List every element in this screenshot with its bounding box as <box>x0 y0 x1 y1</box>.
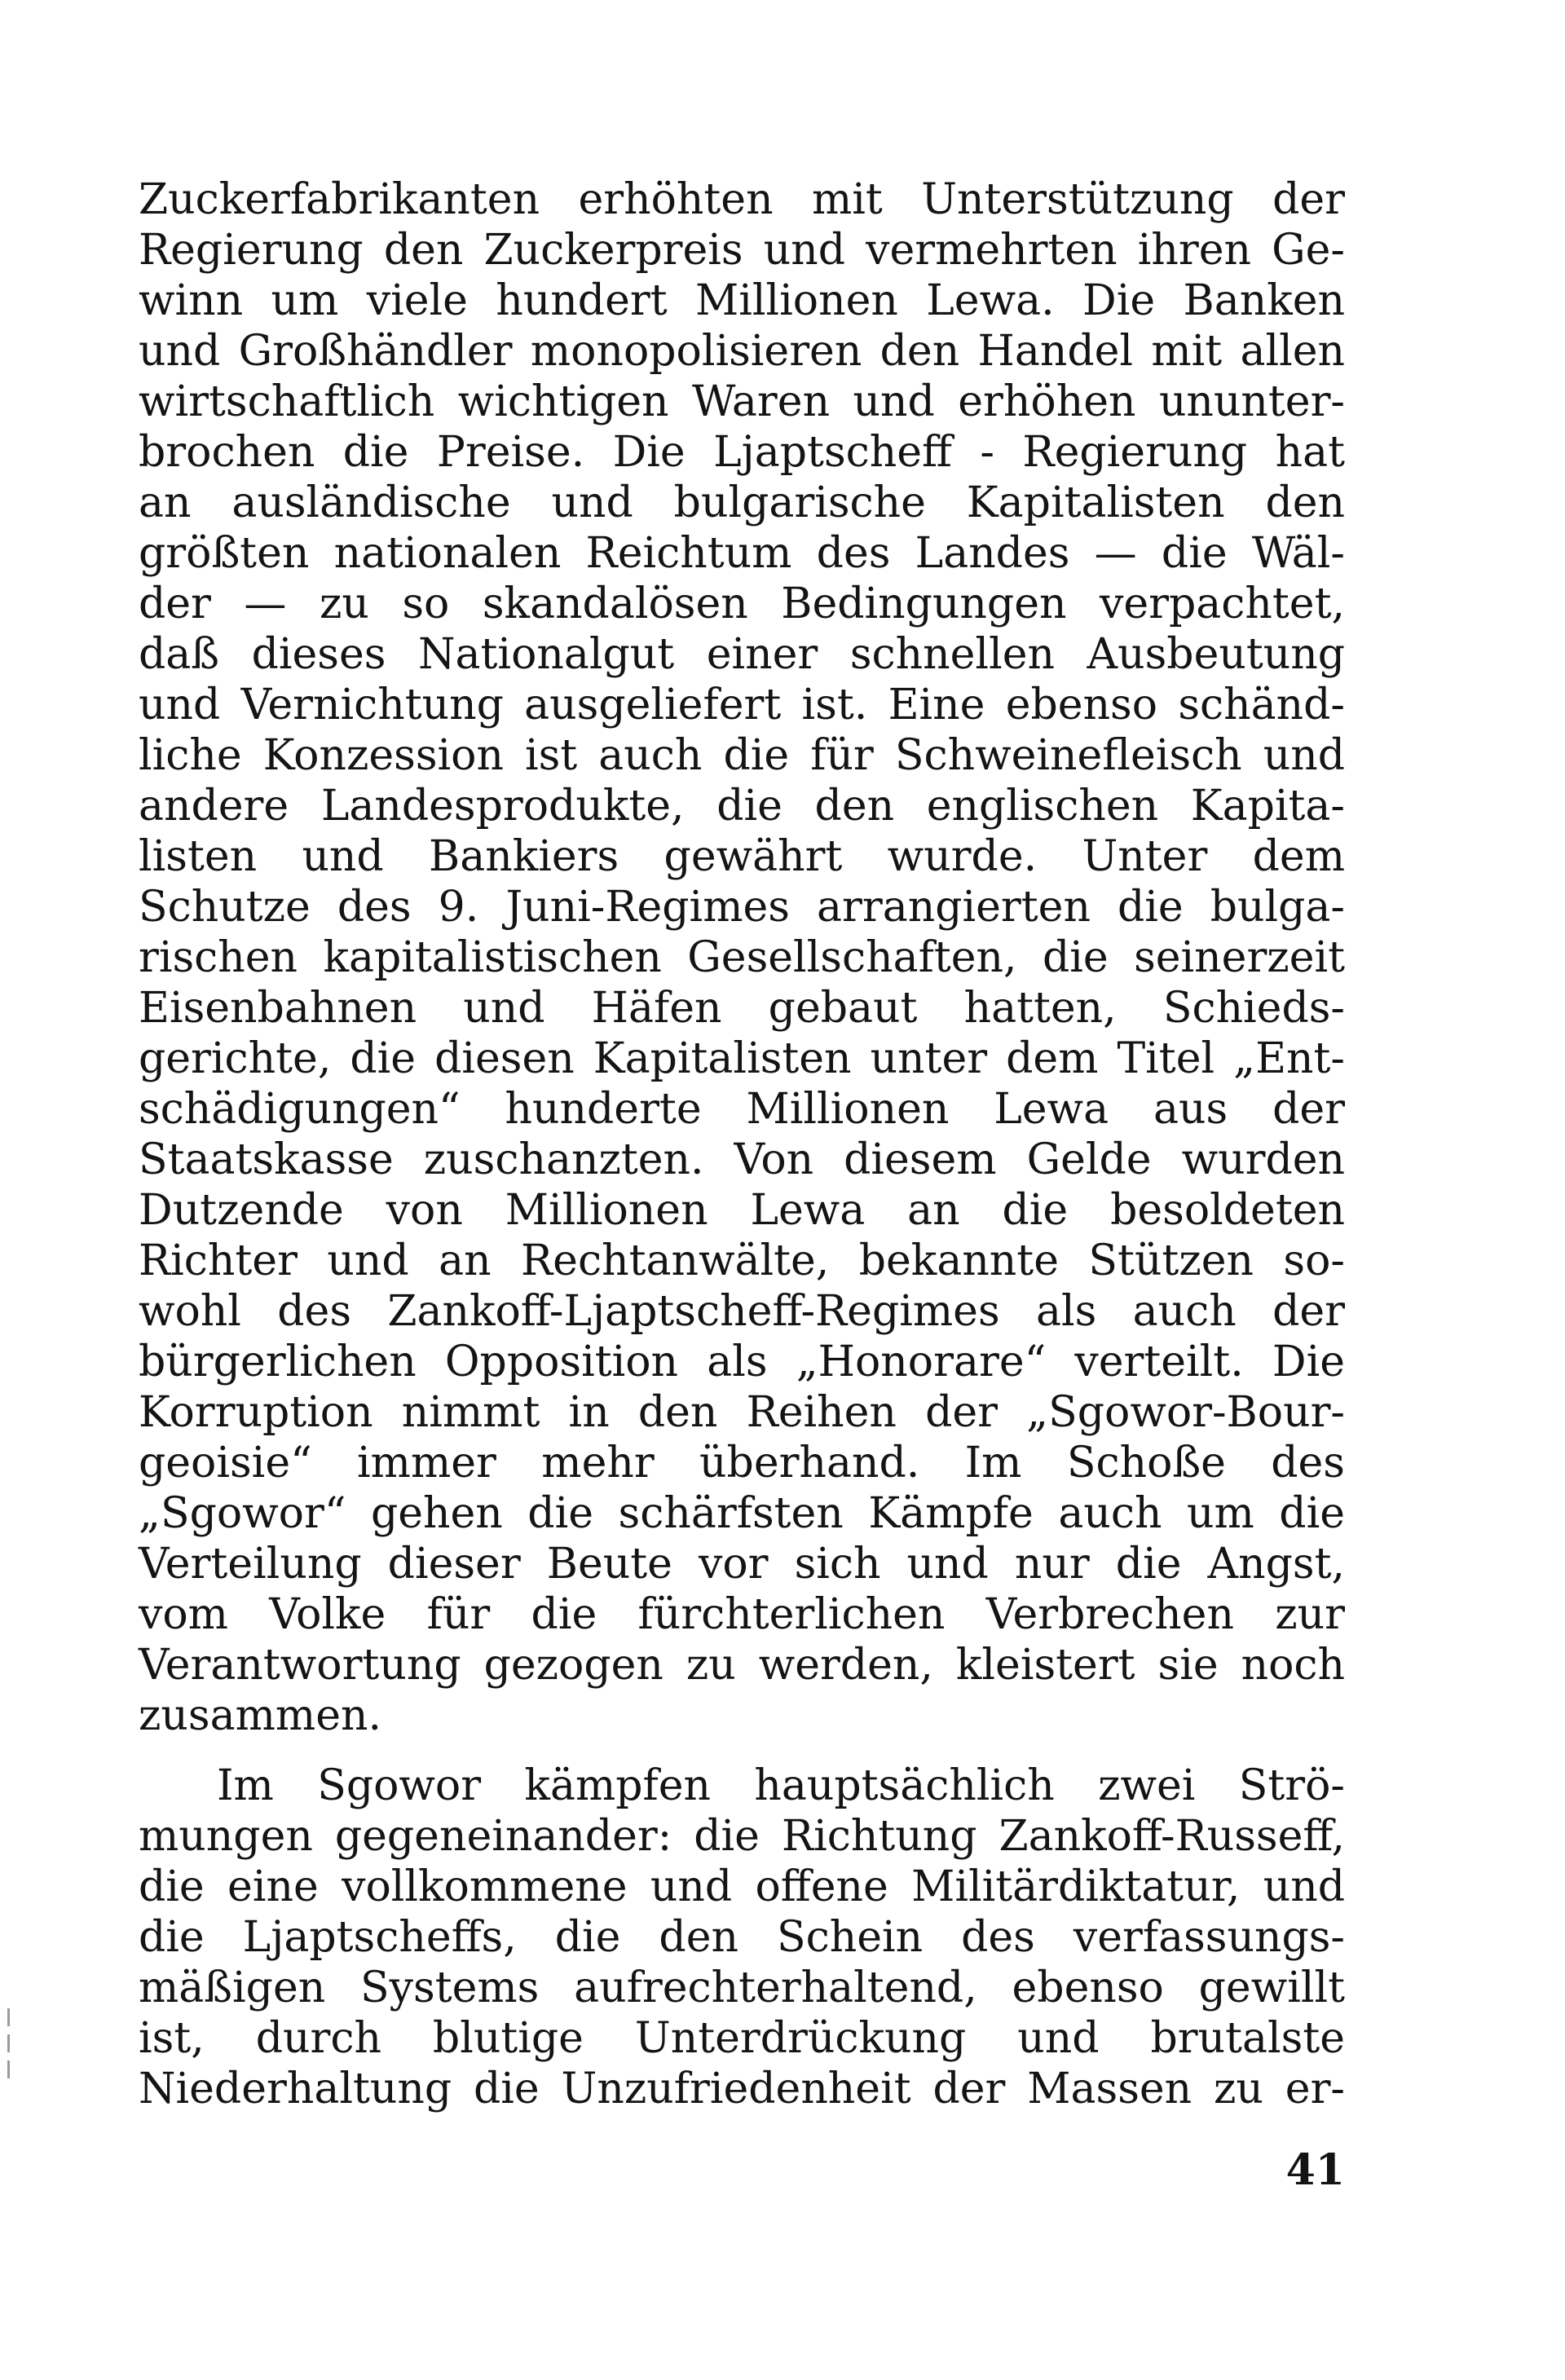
text-line: Dutzende von Millionen Lewa an die besoldeten <box>139 1186 1345 1235</box>
text-line: liche Konzession ist auch die für Schweinefleisch und <box>139 731 1345 780</box>
text-line: Eisenbahnen und Häfen gebaut hatten, Schieds- <box>139 984 1345 1033</box>
text-line: an ausländische und bulgarische Kapitalisten den <box>139 478 1345 527</box>
paragraph-1 <box>139 174 1345 1741</box>
text-line: wohl des Zankoff-Ljaptscheff-Regimes als auch der <box>139 1287 1345 1336</box>
text-line: mäßigen Systems aufrechterhaltend, ebenso gewillt <box>139 1964 1345 2012</box>
text-line: daß dieses Nationalgut einer schnellen Ausbeutung <box>139 630 1345 679</box>
text-line: ist, durch blutige Unterdrückung und brutalste <box>139 2014 1345 2063</box>
text-line: mungen gegeneinander: die Richtung Zankoff-Russeff, <box>139 1812 1345 1861</box>
text-line: winn um viele hundert Millionen Lewa. Die Banken <box>139 276 1345 325</box>
text-line: Niederhaltung die Unzufriedenheit der Massen zu er- <box>139 2065 1345 2113</box>
text-line: Staatskasse zuschanzten. Von diesem Gelde wurden <box>139 1135 1345 1184</box>
scan-mark <box>7 2008 10 2026</box>
text-line: geoisie“ immer mehr überhand. Im Schoße des <box>139 1439 1345 1488</box>
text-line: Schutze des 9. Juni-Regimes arrangierten die bulga- <box>139 883 1345 932</box>
text-line: Verantwortung gezogen zu werden, kleistert sie noch <box>139 1641 1345 1690</box>
text-line: „Sgowor“ gehen die schärfsten Kämpfe auch um die <box>139 1489 1345 1538</box>
text-line: und Großhändler monopolisieren den Handel mit allen <box>139 327 1345 376</box>
text-line: schädigungen“ hunderte Millionen Lewa aus der <box>139 1085 1345 1134</box>
text-line: größten nationalen Reichtum des Landes — die Wäl- <box>139 529 1345 578</box>
scan-margin-marks <box>5 2000 13 2122</box>
text-line: Zuckerfabrikanten erhöhten mit Unterstützung der <box>139 175 1345 224</box>
text-line: zusammen. <box>139 1691 381 1740</box>
text-line: gerichte, die diesen Kapitalisten unter dem Titel „Ent- <box>139 1034 1345 1083</box>
text-line: bürgerlichen Opposition als „Honorare“ verteilt. Die <box>139 1338 1345 1386</box>
paragraph-2 <box>139 1761 1345 2114</box>
text-line: brochen die Preise. Die Ljaptscheff - Regierung hat <box>139 428 1345 477</box>
text-line: der — zu so skandalösen Bedingungen verpachtet, <box>139 580 1345 628</box>
text-line: Verteilung dieser Beute vor sich und nur die Angst, <box>139 1540 1345 1589</box>
text-line: die eine vollkommene und offene Militärdiktatur, und <box>139 1862 1345 1911</box>
text-line: die Ljaptscheffs, die den Schein des verfassungs- <box>139 1913 1345 1962</box>
text-line: andere Landesprodukte, die den englischen Kapita- <box>139 782 1345 831</box>
text-line: vom Volke für die fürchterlichen Verbrechen zur <box>139 1590 1345 1639</box>
text-line: Korruption nimmt in den Reihen der „Sgowor-Bour- <box>139 1388 1345 1437</box>
text-line: rischen kapitalistischen Gesellschaften, die seinerzeit <box>139 933 1345 982</box>
text-line: und Vernichtung ausgeliefert ist. Eine ebenso schänd- <box>139 681 1345 729</box>
text-line: Im Sgowor kämpfen hauptsächlich zwei Strö- <box>217 1761 1345 1810</box>
text-line: Richter und an Rechtanwälte, bekannte Stützen so- <box>139 1236 1345 1285</box>
paragraph-gap <box>139 1741 1345 1761</box>
body-text <box>139 174 1345 2114</box>
scan-mark <box>7 2060 10 2078</box>
scan-mark <box>7 2034 10 2052</box>
text-line: listen und Bankiers gewährt wurde. Unter dem <box>139 832 1345 881</box>
text-line: Regierung den Zuckerpreis und vermehrten ihren Ge- <box>139 226 1345 275</box>
text-line: wirtschaftlich wichtigen Waren und erhöhen ununter- <box>139 377 1345 426</box>
page-number: 41 <box>1285 2145 1345 2195</box>
